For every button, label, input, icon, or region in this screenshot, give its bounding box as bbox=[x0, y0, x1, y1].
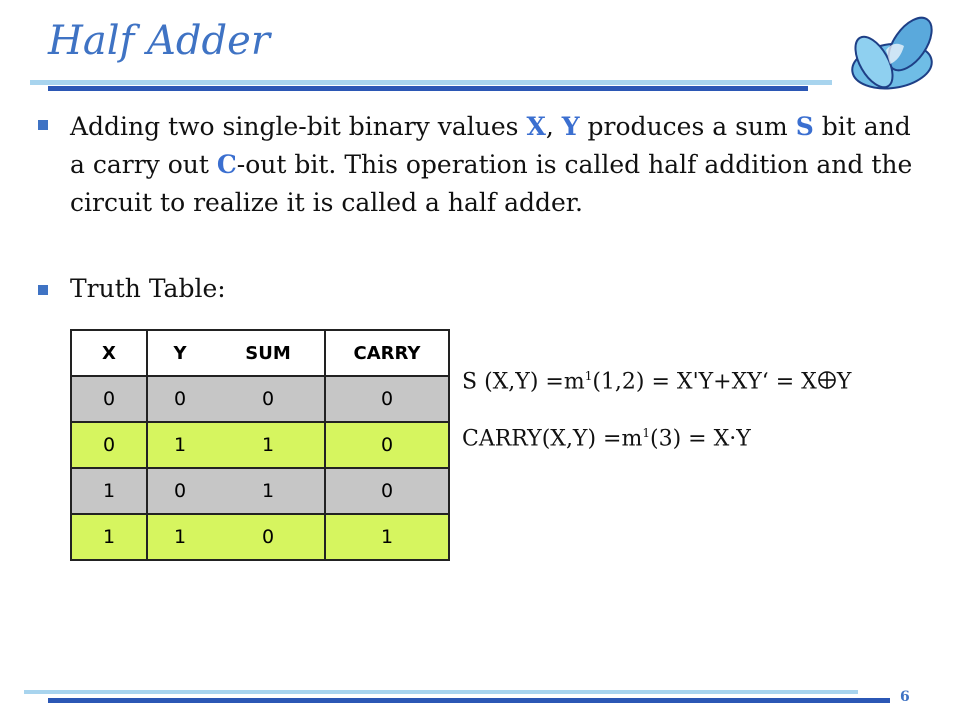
footer-rule-light bbox=[24, 690, 858, 694]
table-row bbox=[71, 422, 449, 468]
slide-title: Half Adder bbox=[48, 18, 270, 64]
text-run: produces a sum bbox=[579, 112, 796, 141]
table-cell: 1 bbox=[147, 422, 212, 468]
table-cell: 0 bbox=[325, 422, 449, 468]
sum-formula bbox=[462, 369, 851, 394]
text-run-x: X bbox=[526, 112, 546, 141]
table-cell: 0 bbox=[212, 376, 325, 422]
text-run-y: Y bbox=[561, 112, 580, 141]
sum-formula-rhs: Y bbox=[836, 369, 852, 395]
sum-formula-mid: (1,2) = X'Y+XY‘ = X bbox=[592, 369, 817, 395]
table-row bbox=[71, 468, 449, 514]
table-cell: 1 bbox=[71, 514, 147, 560]
text-run: -out bit. This operation is called half addition and the circuit to realize it is called a half adder. bbox=[70, 150, 913, 217]
bullet-marker-1 bbox=[38, 120, 48, 130]
text-run: Adding two single-bit binary values bbox=[70, 112, 527, 141]
table-cell: 1 bbox=[71, 468, 147, 514]
footer-rule-dark bbox=[48, 698, 890, 703]
table-cell: 1 bbox=[212, 468, 325, 514]
xor-icon bbox=[817, 370, 837, 390]
truth-table-label: Truth Table: bbox=[70, 274, 226, 303]
header-carry: CARRY bbox=[325, 330, 449, 376]
table-cell: 0 bbox=[71, 422, 147, 468]
title-underline-dark bbox=[48, 86, 808, 91]
header-y: Y bbox=[147, 330, 212, 376]
table-cell: 1 bbox=[212, 422, 325, 468]
table-cell: 0 bbox=[71, 376, 147, 422]
sum-formula-superscript: 1 bbox=[584, 369, 593, 383]
title-underline-light bbox=[30, 80, 832, 85]
carry-formula-lhs: CARRY(X,Y) =m bbox=[462, 426, 643, 452]
header-sum: SUM bbox=[212, 330, 325, 376]
table-cell: 1 bbox=[325, 514, 449, 560]
text-run-s: S bbox=[795, 112, 814, 141]
bullet-marker-2 bbox=[38, 285, 48, 295]
carry-formula bbox=[462, 426, 751, 451]
truth-table-header-row bbox=[71, 330, 449, 376]
table-cell: 0 bbox=[212, 514, 325, 560]
table-cell: 0 bbox=[147, 468, 212, 514]
carry-formula-superscript: 1 bbox=[642, 426, 650, 440]
text-run: , bbox=[545, 112, 562, 141]
table-cell: 0 bbox=[147, 376, 212, 422]
carry-formula-rhs: (3) = X·Y bbox=[649, 426, 751, 452]
table-cell: 1 bbox=[147, 514, 212, 560]
bullet-paragraph-1 bbox=[70, 108, 930, 222]
text-run-c: C bbox=[216, 150, 237, 179]
page-number: 6 bbox=[900, 689, 910, 705]
table-cell: 0 bbox=[325, 376, 449, 422]
truth-table bbox=[70, 329, 450, 561]
table-cell: 0 bbox=[325, 468, 449, 514]
logo-icon bbox=[846, 14, 942, 98]
table-row bbox=[71, 376, 449, 422]
header-x: X bbox=[71, 330, 147, 376]
table-row bbox=[71, 514, 449, 560]
sum-formula-lhs: S (X,Y) =m bbox=[462, 369, 585, 395]
text-run: bit and a carry out bbox=[70, 112, 911, 179]
